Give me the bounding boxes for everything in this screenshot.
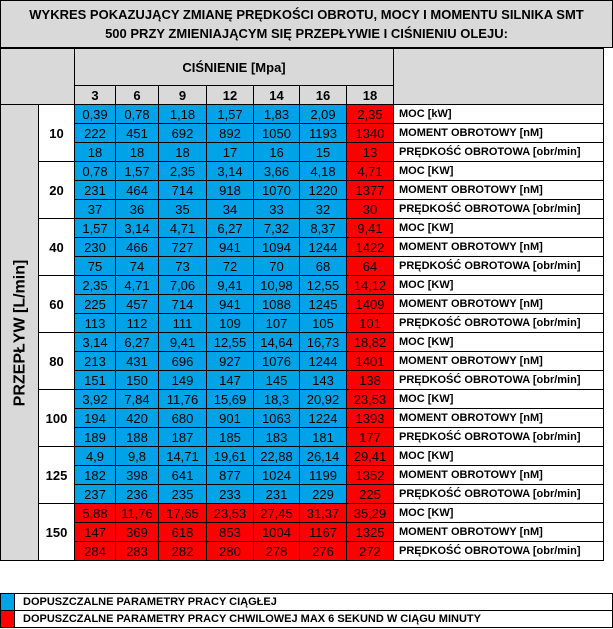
pressure-col-header: 3 [75,86,116,105]
data-cell: 233 [207,485,254,504]
data-cell: 9,8 [116,447,159,466]
data-cell: 151 [75,371,116,390]
data-cell: 398 [116,466,159,485]
flow-value: 80 [39,333,75,390]
data-cell: 3,92 [75,390,116,409]
row-label: MOC [KW] [394,447,604,466]
data-cell: 1422 [347,238,394,257]
table-row [1,124,604,143]
data-cell: 143 [300,371,347,390]
data-cell: 4,9 [75,447,116,466]
data-cell: 14,71 [159,447,207,466]
data-cell: 187 [159,428,207,447]
data-cell: 18 [159,143,207,162]
table-row [1,523,604,542]
row-label: MOC [KW] [394,390,604,409]
data-cell: 16 [254,143,300,162]
row-label: PRĘDKOŚĆ OBROTOWA [obr/min] [394,257,604,276]
data-cell: 149 [159,371,207,390]
data-cell: 75 [75,257,116,276]
data-cell: 4,71 [347,162,394,181]
data-cell: 680 [159,409,207,428]
data-cell: 941 [207,295,254,314]
data-cell: 0,78 [116,105,159,124]
data-cell: 181 [300,428,347,447]
data-cell: 692 [159,124,207,143]
data-cell: 113 [75,314,116,333]
data-cell: 68 [300,257,347,276]
data-cell: 2,35 [347,105,394,124]
data-cell: 18 [116,143,159,162]
legend-text-intermittent: DOPUSZCZALNE PARAMETRY PRACY CHWILOWEJ MAX 6 SEKUND W CIĄGU MINUTY [23,613,481,625]
data-cell: 35,29 [347,504,394,523]
data-cell: 17 [207,143,254,162]
data-cell: 185 [207,428,254,447]
data-cell: 111 [159,314,207,333]
data-cell: 145 [254,371,300,390]
data-cell: 1352 [347,466,394,485]
chart-title [0,0,613,48]
flow-value: 40 [39,219,75,276]
row-label: MOMENT OBROTOWY [nM] [394,124,604,143]
data-cell: 1224 [300,409,347,428]
data-cell: 12,55 [207,333,254,352]
table-row [1,257,604,276]
pressure-col-header: 14 [254,86,300,105]
data-cell: 2,09 [300,105,347,124]
legend-continuous [0,593,613,611]
data-cell: 877 [207,466,254,485]
data-cell: 150 [116,371,159,390]
row-label: MOC [KW] [394,162,604,181]
data-cell: 37 [75,200,116,219]
data-cell: 284 [75,542,116,561]
data-cell: 1024 [254,466,300,485]
data-cell: 276 [300,542,347,561]
data-cell: 7,84 [116,390,159,409]
flow-value: 20 [39,162,75,219]
data-cell: 3,14 [116,219,159,238]
data-cell: 1245 [300,295,347,314]
data-cell: 147 [75,523,116,542]
data-cell: 32 [300,200,347,219]
row-label: PRĘDKOŚĆ OBROTOWA [obr/min] [394,371,604,390]
table-row [1,200,604,219]
pressure-col-header: 6 [116,86,159,105]
pressure-col-header: 18 [347,86,394,105]
table-row [1,409,604,428]
data-cell: 107 [254,314,300,333]
data-cell: 696 [159,352,207,371]
data-cell: 901 [207,409,254,428]
table-row [1,314,604,333]
row-label: MOMENT OBROTOWY [nM] [394,238,604,257]
data-cell: 109 [207,314,254,333]
data-cell: 714 [159,181,207,200]
data-cell: 18,3 [254,390,300,409]
table-row [1,485,604,504]
data-cell: 15,69 [207,390,254,409]
data-cell: 70 [254,257,300,276]
data-cell: 618 [159,523,207,542]
data-cell: 7,06 [159,276,207,295]
data-cell: 1070 [254,181,300,200]
data-cell: 3,14 [207,162,254,181]
data-cell: 369 [116,523,159,542]
data-cell: 229 [300,485,347,504]
row-label: MOMENT OBROTOWY [nM] [394,409,604,428]
title-line-1: WYKRES POKAZUJĄCY ZMIANĘ PRĘDKOŚCI OBROTU, MOCY I MOMENTU SILNIKA SMT [29,7,584,22]
data-cell: 225 [75,295,116,314]
data-cell: 74 [116,257,159,276]
data-cell: 1409 [347,295,394,314]
data-cell: 1088 [254,295,300,314]
table-row [1,238,604,257]
table-row [1,143,604,162]
data-cell: 231 [75,181,116,200]
data-cell: 213 [75,352,116,371]
row-label: PRĘDKOŚĆ OBROTOWA [obr/min] [394,314,604,333]
data-cell: 9,41 [159,333,207,352]
data-cell: 464 [116,181,159,200]
table-row [1,162,604,181]
data-cell: 31,37 [300,504,347,523]
data-cell: 1401 [347,352,394,371]
data-cell: 3,66 [254,162,300,181]
data-cell: 22,88 [254,447,300,466]
data-cell: 466 [116,238,159,257]
data-cell: 177 [347,428,394,447]
table-row [1,542,604,561]
data-cell: 431 [116,352,159,371]
table-row [1,466,604,485]
data-cell: 278 [254,542,300,561]
data-cell: 18,82 [347,333,394,352]
data-cell: 1,57 [75,219,116,238]
data-cell: 27,45 [254,504,300,523]
header-right-blank [394,49,604,105]
data-cell: 1,83 [254,105,300,124]
data-cell: 4,71 [159,219,207,238]
data-cell: 420 [116,409,159,428]
data-cell: 1050 [254,124,300,143]
data-cell: 194 [75,409,116,428]
data-cell: 714 [159,295,207,314]
data-cell: 272 [347,542,394,561]
data-cell: 23,53 [347,390,394,409]
flow-axis-label [1,105,39,561]
data-cell: 64 [347,257,394,276]
data-cell: 35 [159,200,207,219]
data-cell: 17,65 [159,504,207,523]
data-cell: 9,41 [347,219,394,238]
pressure-col-header: 9 [159,86,207,105]
table-row [1,504,604,523]
data-cell: 1004 [254,523,300,542]
data-cell: 23,53 [207,504,254,523]
data-cell: 1,57 [207,105,254,124]
data-cell: 727 [159,238,207,257]
data-cell: 225 [347,485,394,504]
data-cell: 1,57 [116,162,159,181]
table-row [1,276,604,295]
table-row [1,219,604,238]
data-cell: 1393 [347,409,394,428]
data-cell: 182 [75,466,116,485]
data-cell: 36 [116,200,159,219]
table-row [1,295,604,314]
row-label: MOMENT OBROTOWY [nM] [394,352,604,371]
data-cell: 280 [207,542,254,561]
row-label: MOMENT OBROTOWY [nM] [394,295,604,314]
table-row [1,447,604,466]
legend-swatch-red [1,611,15,627]
data-cell: 11,76 [116,504,159,523]
data-cell: 15 [300,143,347,162]
data-cell: 12,55 [300,276,347,295]
flow-value: 10 [39,105,75,162]
data-cell: 183 [254,428,300,447]
performance-table [0,48,604,561]
data-cell: 1244 [300,352,347,371]
flow-value: 125 [39,447,75,504]
data-cell: 1199 [300,466,347,485]
row-label: MOC [KW] [394,504,604,523]
data-cell: 451 [116,124,159,143]
data-cell: 18 [75,143,116,162]
data-cell: 34 [207,200,254,219]
data-cell: 101 [347,314,394,333]
data-cell: 6,27 [207,219,254,238]
data-cell: 231 [254,485,300,504]
data-cell: 927 [207,352,254,371]
data-cell: 14,64 [254,333,300,352]
row-label: PRĘDKOŚĆ OBROTOWA [obr/min] [394,143,604,162]
data-cell: 72 [207,257,254,276]
data-cell: 13 [347,143,394,162]
data-cell: 641 [159,466,207,485]
legend-text-continuous: DOPUSZCZALNE PARAMETRY PRACY CIĄGŁEJ [23,596,277,608]
data-cell: 138 [347,371,394,390]
table-row [1,390,604,409]
data-cell: 236 [116,485,159,504]
data-cell: 30 [347,200,394,219]
data-cell: 4,18 [300,162,347,181]
data-cell: 1167 [300,523,347,542]
data-cell: 1076 [254,352,300,371]
data-cell: 222 [75,124,116,143]
data-cell: 6,27 [116,333,159,352]
data-cell: 3,14 [75,333,116,352]
table-row [1,371,604,390]
data-cell: 1244 [300,238,347,257]
data-cell: 853 [207,523,254,542]
data-cell: 16,73 [300,333,347,352]
table-row [1,428,604,447]
row-label: MOC [KW] [394,219,604,238]
data-cell: 5,88 [75,504,116,523]
data-cell: 10,98 [254,276,300,295]
data-cell: 33 [254,200,300,219]
data-cell: 7,32 [254,219,300,238]
data-cell: 1193 [300,124,347,143]
data-cell: 1094 [254,238,300,257]
data-cell: 8,37 [300,219,347,238]
data-cell: 1220 [300,181,347,200]
legend-swatch-blue [1,594,15,610]
data-cell: 2,35 [159,162,207,181]
row-label: PRĘDKOŚĆ OBROTOWA [obr/min] [394,542,604,561]
data-cell: 29,41 [347,447,394,466]
data-cell: 20,92 [300,390,347,409]
row-label: PRĘDKOŚĆ OBROTOWA [obr/min] [394,485,604,504]
pressure-header: CIŚNIENIE [Mpa] [75,49,394,86]
flow-value: 60 [39,276,75,333]
row-label: MOMENT OBROTOWY [nM] [394,466,604,485]
data-cell: 11,76 [159,390,207,409]
data-cell: 282 [159,542,207,561]
data-cell: 19,61 [207,447,254,466]
data-cell: 26,14 [300,447,347,466]
row-label: MOC [KW] [394,333,604,352]
legend-intermittent [0,610,613,628]
pressure-col-header: 12 [207,86,254,105]
row-label: MOC [KW] [394,276,604,295]
data-cell: 1340 [347,124,394,143]
table-row [1,333,604,352]
row-label: PRĘDKOŚĆ OBROTOWA [obr/min] [394,428,604,447]
data-cell: 105 [300,314,347,333]
corner-cell [1,49,75,105]
data-cell: 1,18 [159,105,207,124]
table-row [1,105,604,124]
data-cell: 112 [116,314,159,333]
data-cell: 0,39 [75,105,116,124]
row-label: MOMENT OBROTOWY [nM] [394,181,604,200]
table-row [1,181,604,200]
data-cell: 1325 [347,523,394,542]
row-label: MOC [kW] [394,105,604,124]
data-cell: 14,12 [347,276,394,295]
data-cell: 918 [207,181,254,200]
title-line-2: 500 PRZY ZMIENIAJĄCYM SIĘ PRZEPŁYWIE I CIŚNIENIU OLEJU: [105,26,508,41]
data-cell: 0,78 [75,162,116,181]
data-cell: 188 [116,428,159,447]
flow-value: 100 [39,390,75,447]
row-label: MOMENT OBROTOWY [nM] [394,523,604,542]
data-cell: 9,41 [207,276,254,295]
pressure-col-header: 16 [300,86,347,105]
data-cell: 230 [75,238,116,257]
data-cell: 189 [75,428,116,447]
data-cell: 457 [116,295,159,314]
table-row [1,352,604,371]
flow-axis-text: PRZEPŁYW [L/min] [11,259,28,406]
data-cell: 235 [159,485,207,504]
data-cell: 4,71 [116,276,159,295]
data-cell: 892 [207,124,254,143]
data-cell: 283 [116,542,159,561]
data-cell: 941 [207,238,254,257]
data-cell: 2,35 [75,276,116,295]
data-cell: 73 [159,257,207,276]
data-cell: 237 [75,485,116,504]
data-cell: 147 [207,371,254,390]
data-cell: 1377 [347,181,394,200]
flow-value: 150 [39,504,75,561]
row-label: PRĘDKOŚĆ OBROTOWA [obr/min] [394,200,604,219]
data-cell: 1063 [254,409,300,428]
